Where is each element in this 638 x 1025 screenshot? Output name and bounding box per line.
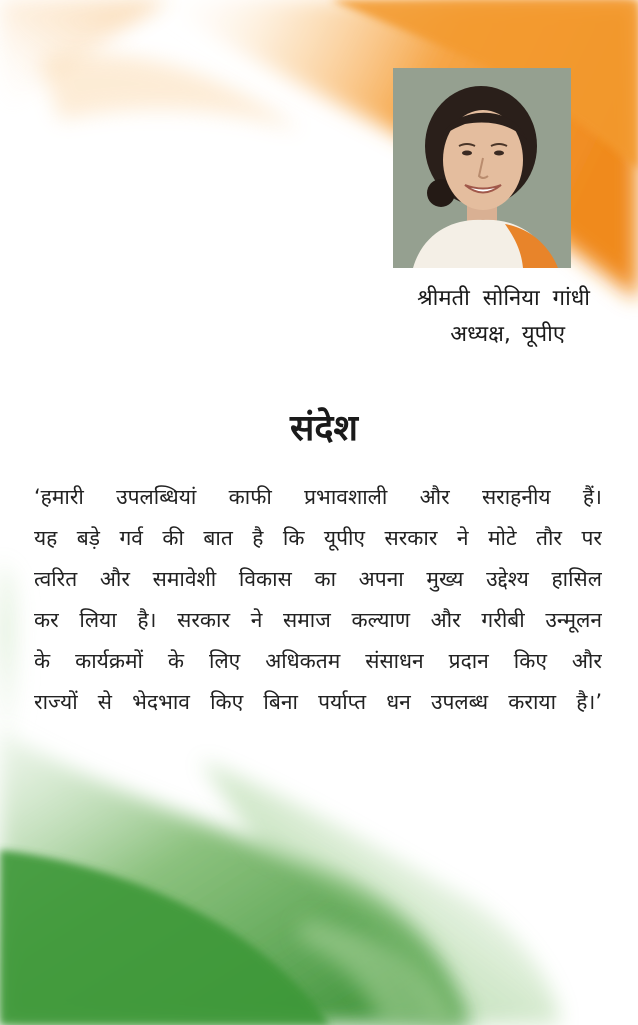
message-body [34,477,602,723]
signatory-name: श्रीमती सोनिया गांधी [417,286,590,311]
message-line: ‘हमारी उपलब्धियां काफी प्रभावशाली और सराहनीय हैं। [34,485,602,509]
message-line: कर लिया है। सरकार ने समाज कल्याण और गरीबी उन्मूलन [34,608,602,632]
message-line: यह बड़े गर्व की बात है कि यूपीए सरकार ने मोटे तौर पर [34,526,602,550]
portrait-photo [393,68,571,268]
message-heading: संदेश [290,408,358,449]
signatory-designation: अध्यक्ष, यूपीए [450,322,565,347]
message-line: त्वरित और समावेशी विकास का अपना मुख्य उद्देश्य हासिल [34,567,602,591]
message-line: राज्यों से भेदभाव किए बिना पर्याप्त धन उपलब्ध कराया है।’ [34,690,602,714]
message-line: के कार्यक्रमों के लिए अधिकतम संसाधन प्रदान किए और [34,649,602,673]
